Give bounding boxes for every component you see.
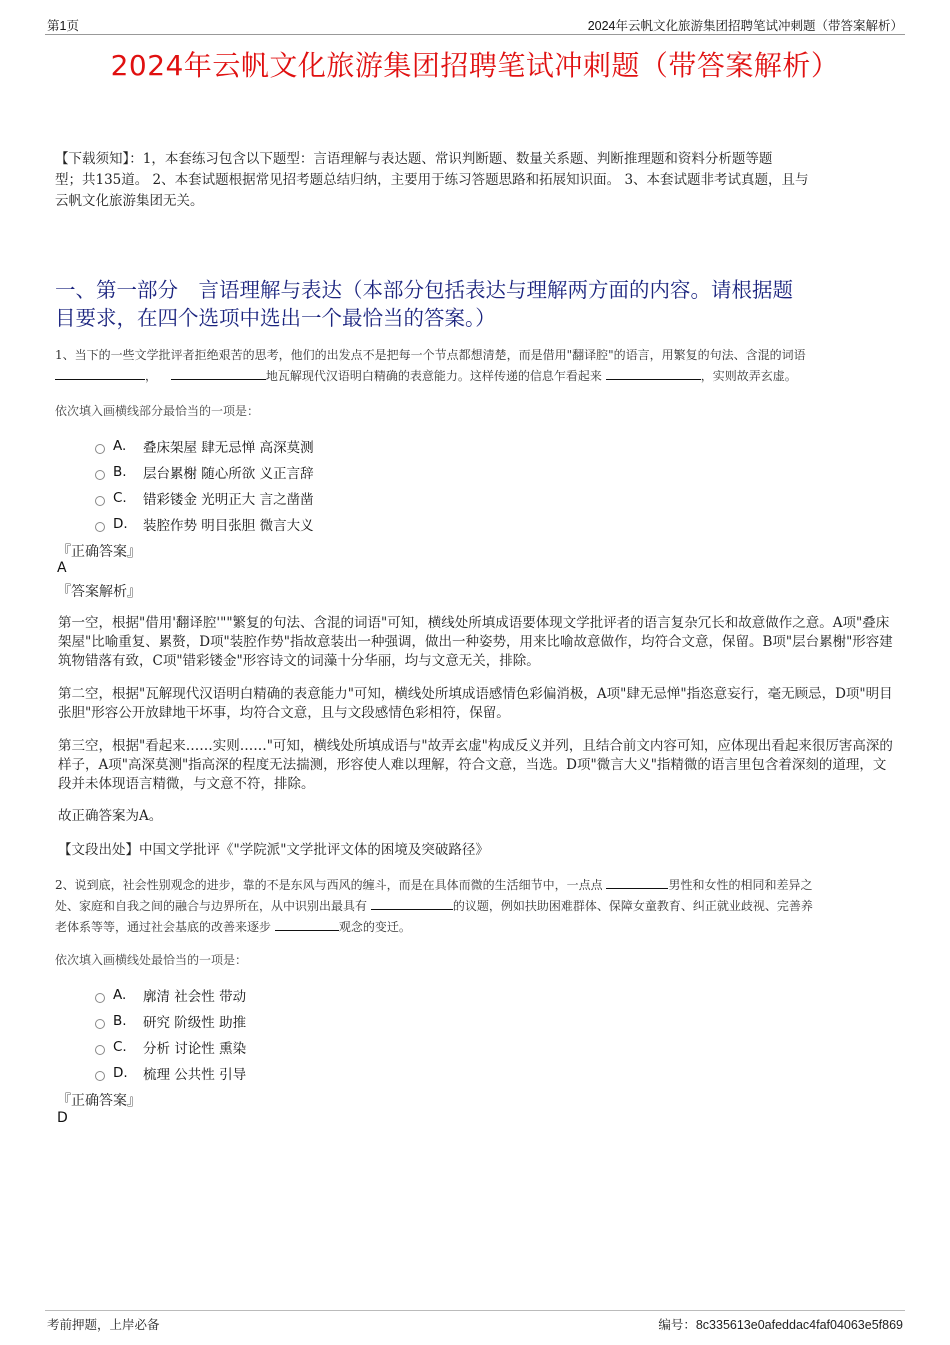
analysis-conclusion: 故正确答案为A。 xyxy=(58,808,163,824)
radio-icon[interactable] xyxy=(95,993,105,1003)
page-footer xyxy=(45,1310,905,1333)
footer-serial xyxy=(658,1315,903,1333)
fill-blank xyxy=(55,367,145,380)
page-header xyxy=(45,14,905,35)
question-2-stem xyxy=(55,875,900,938)
stem-text: ，实则故弄玄虚。 xyxy=(700,369,797,383)
serial-value: 8c335613e0afeddac4faf04063e5f869 xyxy=(695,1318,903,1332)
option-letter: D. xyxy=(113,516,128,532)
stem-text: 地瓦解现代汉语明白精确的表意能力。这样传递的信息乍看起来 xyxy=(265,369,602,383)
stem-text: 2、说到底，社会性别观念的进步，靠的不是东风与西风的缠斗，而是在具体而微的生活细节中，一点点 xyxy=(55,878,603,892)
radio-icon[interactable] xyxy=(95,1045,105,1055)
option-text: 廓清 社会性 带动 xyxy=(143,989,247,1005)
option-letter: B. xyxy=(113,1013,127,1029)
section-heading xyxy=(55,276,890,332)
question-2-prompt: 依次填入画横线处最恰当的一项是： xyxy=(55,953,248,967)
stem-text: 观念的变迁。 xyxy=(338,920,411,934)
notice-line: 型；共135道。 2、本套试题根据常见招考题总结归纳，主要用于练习答题思路和拓展知识面。 3、本套试题非考试真题，且与 xyxy=(55,172,809,188)
option-b[interactable] xyxy=(95,1008,246,1034)
correct-answer-value: A xyxy=(57,560,67,576)
notice-line: 云帆文化旅游集团无关。 xyxy=(55,193,204,209)
option-c[interactable] xyxy=(95,485,314,511)
option-text: 层台累榭 随心所欲 义正言辞 xyxy=(143,466,314,482)
question-2-options xyxy=(95,982,246,1086)
correct-answer-label: 『正确答案』 xyxy=(57,544,141,560)
option-text: 叠床架屋 肆无忌惮 高深莫测 xyxy=(143,440,314,456)
fill-blank xyxy=(171,367,266,380)
correct-answer-value: D xyxy=(57,1110,68,1126)
section-heading-line: 一、第一部分 言语理解与表达（本部分包括表达与理解两方面的内容。请根据题 xyxy=(55,278,793,302)
question-1-options xyxy=(95,433,314,537)
option-text: 梳理 公共性 引导 xyxy=(143,1067,247,1083)
option-text: 装腔作势 明目张胆 微言大义 xyxy=(143,518,314,534)
option-a[interactable] xyxy=(95,433,314,459)
radio-icon[interactable] xyxy=(95,1071,105,1081)
correct-answer-label: 『正确答案』 xyxy=(57,1093,141,1109)
stem-text: 老体系等等，通过社会基底的改善来逐步 xyxy=(55,920,272,934)
section-heading-line: 目要求，在四个选项中选出一个最恰当的答案。） xyxy=(55,306,496,330)
fill-blank xyxy=(606,876,668,889)
analysis-paragraph-2: 第二空，根据"瓦解现代汉语明白精确的表意能力"可知，横线处所填成语感情色彩偏消极，A项"肆无忌惮"指恣意妄行，毫无顾忌，D项"明目张胆"形容公开放肆地干坏事，均符合文意，且与文段感情色彩相符，保留。 xyxy=(58,686,893,721)
notice-line: 【下载须知】：1，本套练习包含以下题型：言语理解与表达题、常识判断题、数量关系题、判断推理题和资料分析题等题 xyxy=(55,151,773,167)
option-letter: C. xyxy=(113,490,127,506)
option-b[interactable] xyxy=(95,459,314,485)
question-1-prompt: 依次填入画横线部分最恰当的一项是： xyxy=(55,404,260,418)
option-d[interactable] xyxy=(95,1060,246,1086)
fill-blank xyxy=(371,897,453,910)
option-d[interactable] xyxy=(95,511,314,537)
stem-text: 1、当下的一些文学批评者拒绝艰苦的思考，他们的出发点不是把每一个节点都想清楚，而是借用"翻译腔"的语言，用繁复的句法、含混的词语 xyxy=(55,348,806,362)
serial-label: 编号： xyxy=(658,1318,696,1332)
radio-icon[interactable] xyxy=(95,444,105,454)
option-letter: C. xyxy=(113,1039,127,1055)
stem-text: 男性和女性的相同和差异之 xyxy=(668,878,813,892)
radio-icon[interactable] xyxy=(95,496,105,506)
footer-slogan: 考前押题，上岸必备 xyxy=(47,1317,160,1332)
header-doc-name: 2024年云帆文化旅游集团招聘笔试冲刺题（带答案解析） xyxy=(587,19,903,33)
download-notice xyxy=(55,149,900,212)
option-text: 研究 阶级性 助推 xyxy=(143,1015,247,1031)
page-number: 第1页 xyxy=(47,19,79,33)
radio-icon[interactable] xyxy=(95,470,105,480)
stem-text: ， xyxy=(145,369,158,383)
analysis-paragraph-1: 第一空，根据"借用'翻译腔'""繁复的句法、含混的词语"可知，横线处所填成语要体现文学批评者的语言复杂冗长和故意做作之意。A项"叠床架屋"比喻重复、累赘，D项"装腔作势"指故意装出一种强调，做出一种姿势，用来比喻故意做作，均符合文意，保留。B项"层台累榭"形容建筑物错落有致，C项"错彩镂金"形容诗文的词藻十分华丽，均与文意无关，排除。 xyxy=(58,615,893,669)
analysis-label: 『答案解析』 xyxy=(57,584,141,600)
option-text: 错彩镂金 光明正大 言之凿凿 xyxy=(143,492,314,508)
option-letter: A. xyxy=(113,987,127,1003)
option-letter: B. xyxy=(113,464,127,480)
document-title: 2024年云帆文化旅游集团招聘笔试冲刺题（带答案解析） xyxy=(110,49,840,82)
text-source: 【文段出处】中国文学批评《"学院派"文学批评文体的困境及突破路径》 xyxy=(58,842,489,858)
question-1-stem xyxy=(55,345,900,387)
stem-text: 处、家庭和自我之间的融合与边界所在，从中识别出最具有 xyxy=(55,899,368,913)
radio-icon[interactable] xyxy=(95,522,105,532)
stem-text: 的议题，例如扶助困难群体、保障女童教育、纠正就业歧视、完善养 xyxy=(452,899,813,913)
option-letter: A. xyxy=(113,438,127,454)
fill-blank xyxy=(275,918,339,931)
option-letter: D. xyxy=(113,1065,128,1081)
option-a[interactable] xyxy=(95,982,246,1008)
radio-icon[interactable] xyxy=(95,1019,105,1029)
option-c[interactable] xyxy=(95,1034,246,1060)
option-text: 分析 讨论性 熏染 xyxy=(143,1041,247,1057)
analysis-paragraph-3: 第三空，根据"看起来……实则……"可知，横线处所填成语与"故弄玄虚"构成反义并列，且结合前文内容可知，应体现出看起来很厉害高深的样子，A项"高深莫测"指高深的程度无法揣测，形容使人难以理解，符合文意，当选。D项"微言大义"指精微的语言里包含着深刻的道理，文段并未体现语言精微，与文意不符，排除。 xyxy=(58,738,893,792)
fill-blank xyxy=(606,367,701,380)
